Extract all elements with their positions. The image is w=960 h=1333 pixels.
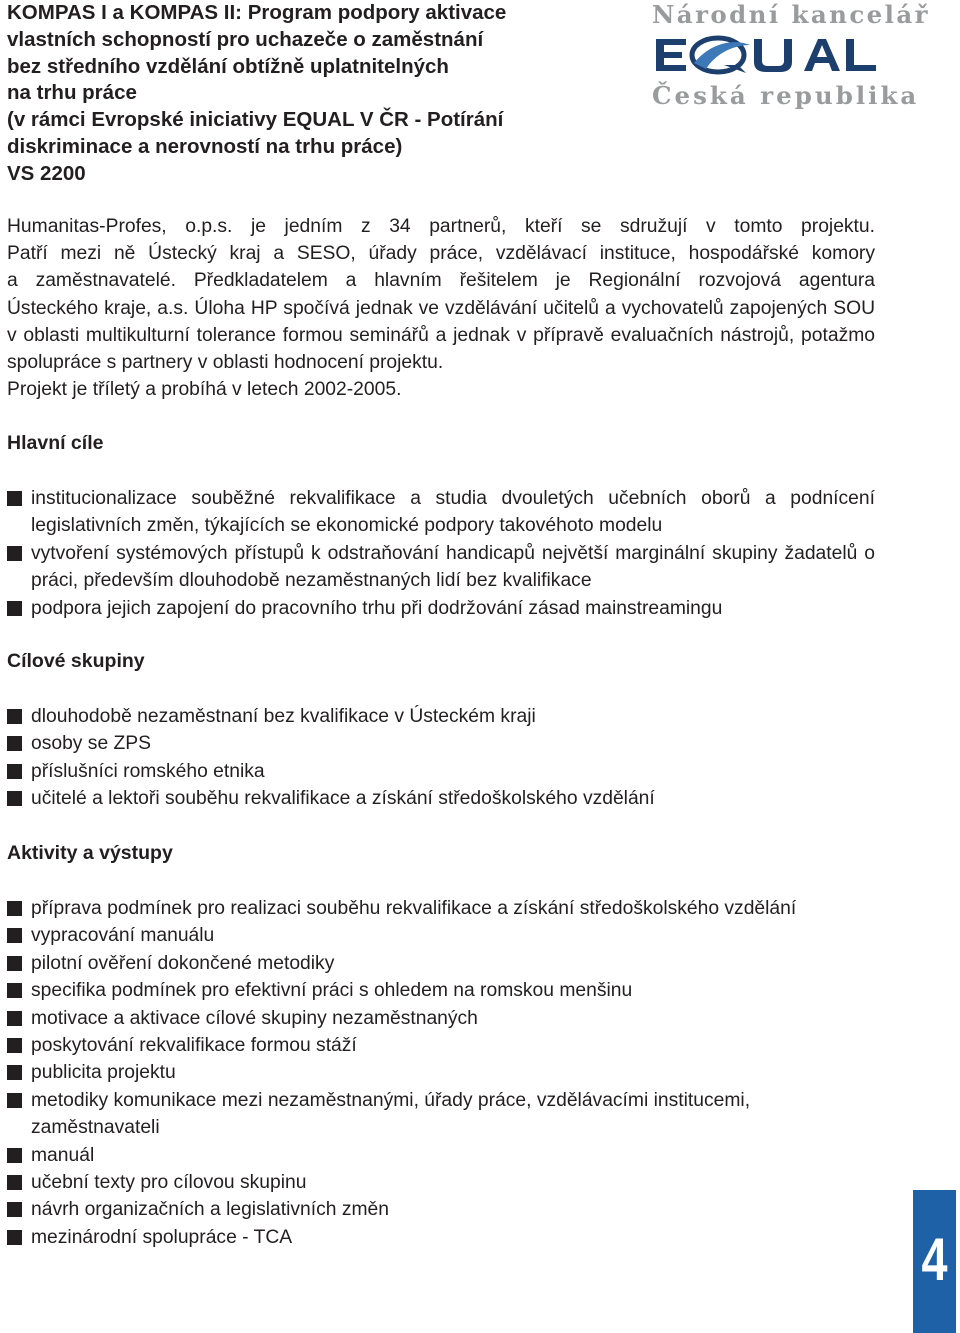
title-line: vlastních schopností pro uchazeče o zaměstnání — [7, 27, 484, 51]
list-item: specifika podmínek pro efektivní práci s ohledem na romskou menšinu — [7, 977, 807, 1004]
square-bullet-icon — [7, 1065, 22, 1080]
square-bullet-icon — [7, 983, 22, 998]
square-bullet-icon — [7, 791, 22, 806]
square-bullet-icon — [7, 764, 22, 779]
square-bullet-icon — [7, 1038, 22, 1053]
logo-top-text: Národní kancelář — [652, 0, 930, 29]
intro-line: a zaměstnavatelé. Předkladatelem a hlavním řešitelem je Regionální rozvojová agentura — [7, 270, 875, 292]
section-heading-goals: Hlavní cíle — [7, 432, 104, 454]
square-bullet-icon — [7, 901, 22, 916]
list-item: podpora jejich zapojení do pracovního trhu při dodržování zásad mainstreamingu — [7, 595, 875, 622]
goals-list — [7, 485, 875, 622]
logo-bottom-text: Česká republika — [652, 81, 920, 110]
square-bullet-icon — [7, 928, 22, 943]
list-item: poskytování rekvalifikace formou stáží — [7, 1032, 807, 1059]
title-line: KOMPAS I a KOMPAS II: Program podpory aktivace — [7, 1, 507, 24]
intro-line: Patří mezi ně Ústecký kraj a SESO, úřady práce, vzdělávací instituce, hospodářské komory — [7, 243, 875, 265]
list-item: učitelé a lektoři souběhu rekvalifikace a získání středoškolského vzdělání — [7, 785, 875, 812]
intro-text: Ústeckého kraje, a.s. Úloha HP spočívá jednak ve vzdělávání učitelů a vychovatelů zapojených SOU v oblasti multikulturní tolerance formou seminářů a jednak v přípravě evaluačních nástrojů, potažmo spolupráce s partnery v oblasti hodnocení projektu. — [7, 297, 875, 374]
list-item: mezinárodní spolupráce - TCA — [7, 1224, 807, 1251]
list-item: příslušníci romského etnika — [7, 758, 875, 785]
square-bullet-icon — [7, 546, 22, 561]
list-item: příprava podmínek pro realizaci souběhu rekvalifikace a získání středoškolského vzdělání — [7, 895, 807, 922]
square-bullet-icon — [7, 1230, 22, 1245]
square-bullet-icon — [7, 956, 22, 971]
list-item: dlouhodobě nezaměstnaní bez kvalifikace v Ústeckém kraji — [7, 703, 875, 730]
document-title — [7, 0, 567, 188]
square-bullet-icon — [7, 1202, 22, 1217]
square-bullet-icon — [7, 736, 22, 751]
intro-line: Humanitas-Profes, o.p.s. je jedním z 34 partnerů, kteří se sdružují v tomto projektu. — [7, 216, 875, 237]
square-bullet-icon — [7, 601, 22, 616]
section-heading-targets: Cílové skupiny — [7, 650, 145, 672]
equal-logo — [652, 0, 930, 112]
intro-paragraph — [7, 213, 875, 403]
square-bullet-icon — [7, 709, 22, 724]
list-item: pilotní ověření dokončené metodiky — [7, 950, 807, 977]
list-item: vypracování manuálu — [7, 922, 807, 949]
list-item: osoby se ZPS — [7, 730, 875, 757]
page-number-tab — [913, 1190, 956, 1333]
square-bullet-icon — [7, 1175, 22, 1190]
list-item: institucionalizace souběžné rekvalifikace a studia dvouletých učebních oborů a podnícení legislativních změn, týkajících se ekonomické podpory takovéhoto modelu — [7, 485, 875, 540]
list-item: metodiky komunikace mezi nezaměstnanými, úřady práce, vzdělávacími institucemi, zaměstnavateli — [7, 1087, 807, 1142]
section-heading-activities: Aktivity a výstupy — [7, 842, 173, 864]
square-bullet-icon — [7, 491, 22, 506]
activities-list — [7, 895, 807, 1251]
page-number: 4 — [921, 1226, 948, 1293]
project-duration: Projekt je tříletý a probíhá v letech 2002-2005. — [7, 379, 402, 401]
targets-list — [7, 703, 875, 813]
list-item: motivace a aktivace cílové skupiny nezaměstnaných — [7, 1005, 807, 1032]
list-item: publicita projektu — [7, 1059, 807, 1086]
list-item: učební texty pro cílovou skupinu — [7, 1169, 807, 1196]
square-bullet-icon — [7, 1148, 22, 1163]
title-line: bez středního vzdělání obtížně uplatnitelných — [7, 54, 449, 78]
square-bullet-icon — [7, 1011, 22, 1026]
list-item: manuál — [7, 1142, 807, 1169]
title-line: diskriminace a nerovností na trhu práce) — [7, 134, 403, 158]
list-item: vytvoření systémových přístupů k odstraňování handicapů největší marginální skupiny žadatelů o práci, především dlouhodobě nezaměstnaných lidí bez kvalifikace — [7, 540, 875, 595]
title-line: na trhu práce — [7, 81, 137, 105]
square-bullet-icon — [7, 1093, 22, 1108]
list-item: návrh organizačních a legislativních změn — [7, 1196, 807, 1223]
title-line: VS 2200 — [7, 161, 86, 185]
title-line: (v rámci Evropské iniciativy EQUAL V ČR - Potírání — [7, 108, 504, 132]
equal-wordmark-icon — [654, 35, 878, 75]
